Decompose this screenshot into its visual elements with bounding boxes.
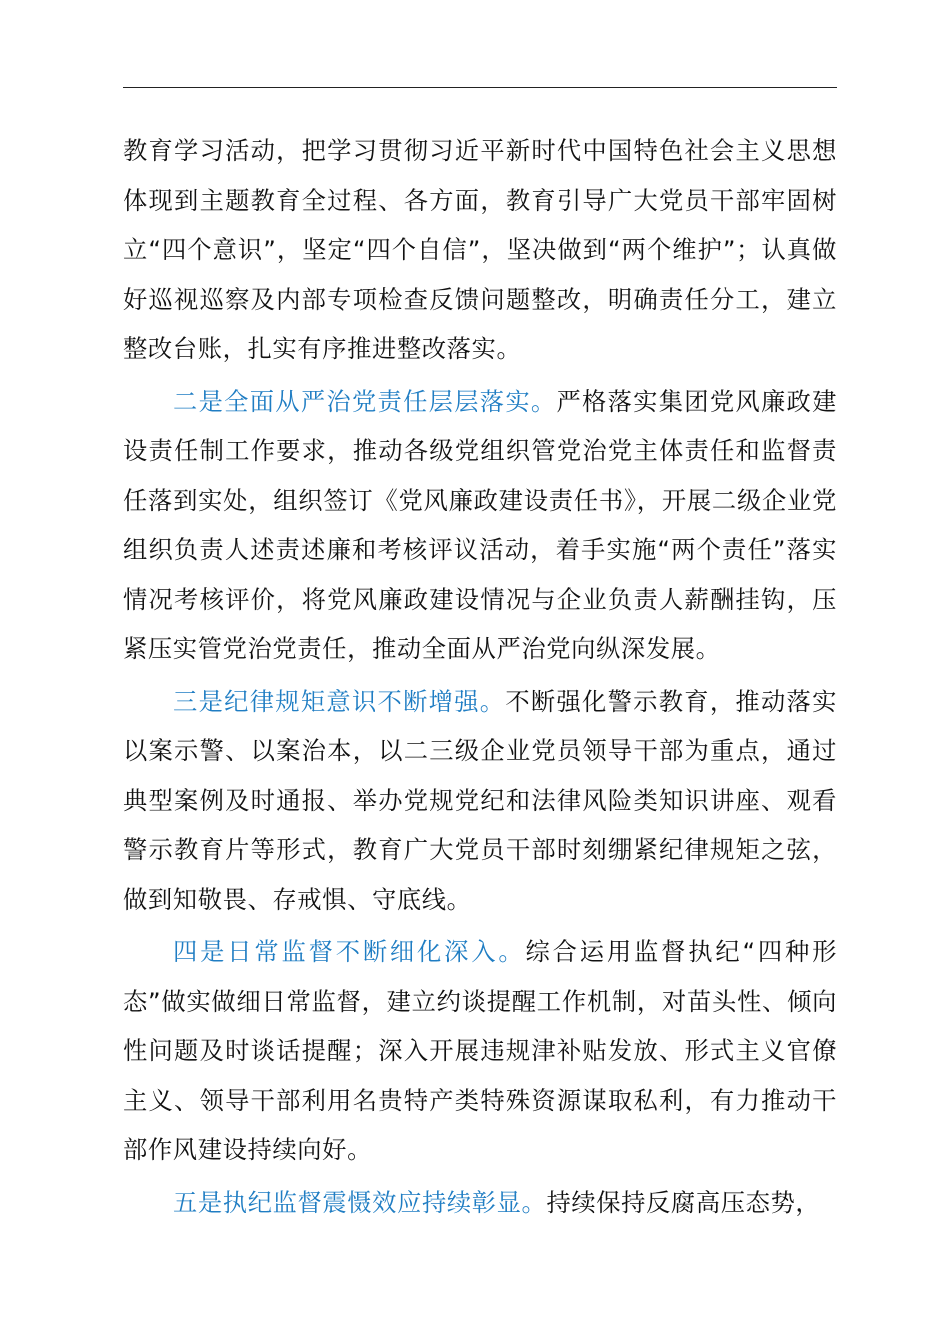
- paragraph-text: 综合运用监督执纪“四种形态”做实做细日常监督，建立约谈提醒工作机制，对苗头性、倾向性问题及时谈话提醒；深入开展违规津补贴发放、形式主义官僚主义、领导干部利用名贵特产类特殊资源谋取私利，有力推动干部作风建设持续向好。: [123, 937, 837, 1164]
- paragraph-2: [123, 377, 837, 674]
- document-body: [123, 126, 837, 1230]
- paragraph-text: 不断强化警示教育，推动落实以案示警、以案治本，以二三级企业党员领导干部为重点，通过典型案例及时通报、举办党规党纪和法律风险类知识讲座、观看警示教育片等形式，教育广大党员干部时刻绷紧纪律规矩之弦，做到知敬畏、存戒惧、守底线。: [123, 686, 837, 914]
- paragraph-lead: 四是日常监督不断细化深入。: [173, 937, 526, 966]
- paragraph-lead: 五是执纪监督震慑效应持续彰显。: [173, 1187, 547, 1217]
- paragraph-lead: 二是全面从严治党责任层层落实。: [173, 386, 557, 416]
- paragraph-5: [123, 1178, 837, 1228]
- paragraph-3: [123, 677, 837, 925]
- paragraph-lead: 三是纪律规矩意识不断增强。: [173, 686, 506, 716]
- paragraph-4: [123, 927, 837, 1175]
- paragraph-text: 教育学习活动，把学习贯彻习近平新时代中国特色社会主义思想体现到主题教育全过程、各方面，教育引导广大党员干部牢固树立“四个意识”，坚定“四个自信”，坚决做到“两个维护”；认真做好巡视巡察及内部专项检查反馈问题整改，明确责任分工，建立整改台账，扎实有序推进整改落实。: [123, 136, 837, 363]
- header-rule: [123, 87, 837, 88]
- paragraph-text: 严格落实集团党风廉政建设责任制工作要求，推动各级党组织管党治党主体责任和监督责任落到实处，组织签订《党风廉政建设责任书》，开展二级企业党组织负责人述责述廉和考核评议活动，着手实施“两个责任”落实情况考核评价，将党风廉政建设情况与企业负责人薪酬挂钩，压紧压实管党治党责任，推动全面从严治党向纵深发展。: [123, 386, 838, 663]
- paragraph-1: [123, 126, 837, 374]
- paragraph-text: 持续保持反腐高压态势，: [546, 1187, 821, 1217]
